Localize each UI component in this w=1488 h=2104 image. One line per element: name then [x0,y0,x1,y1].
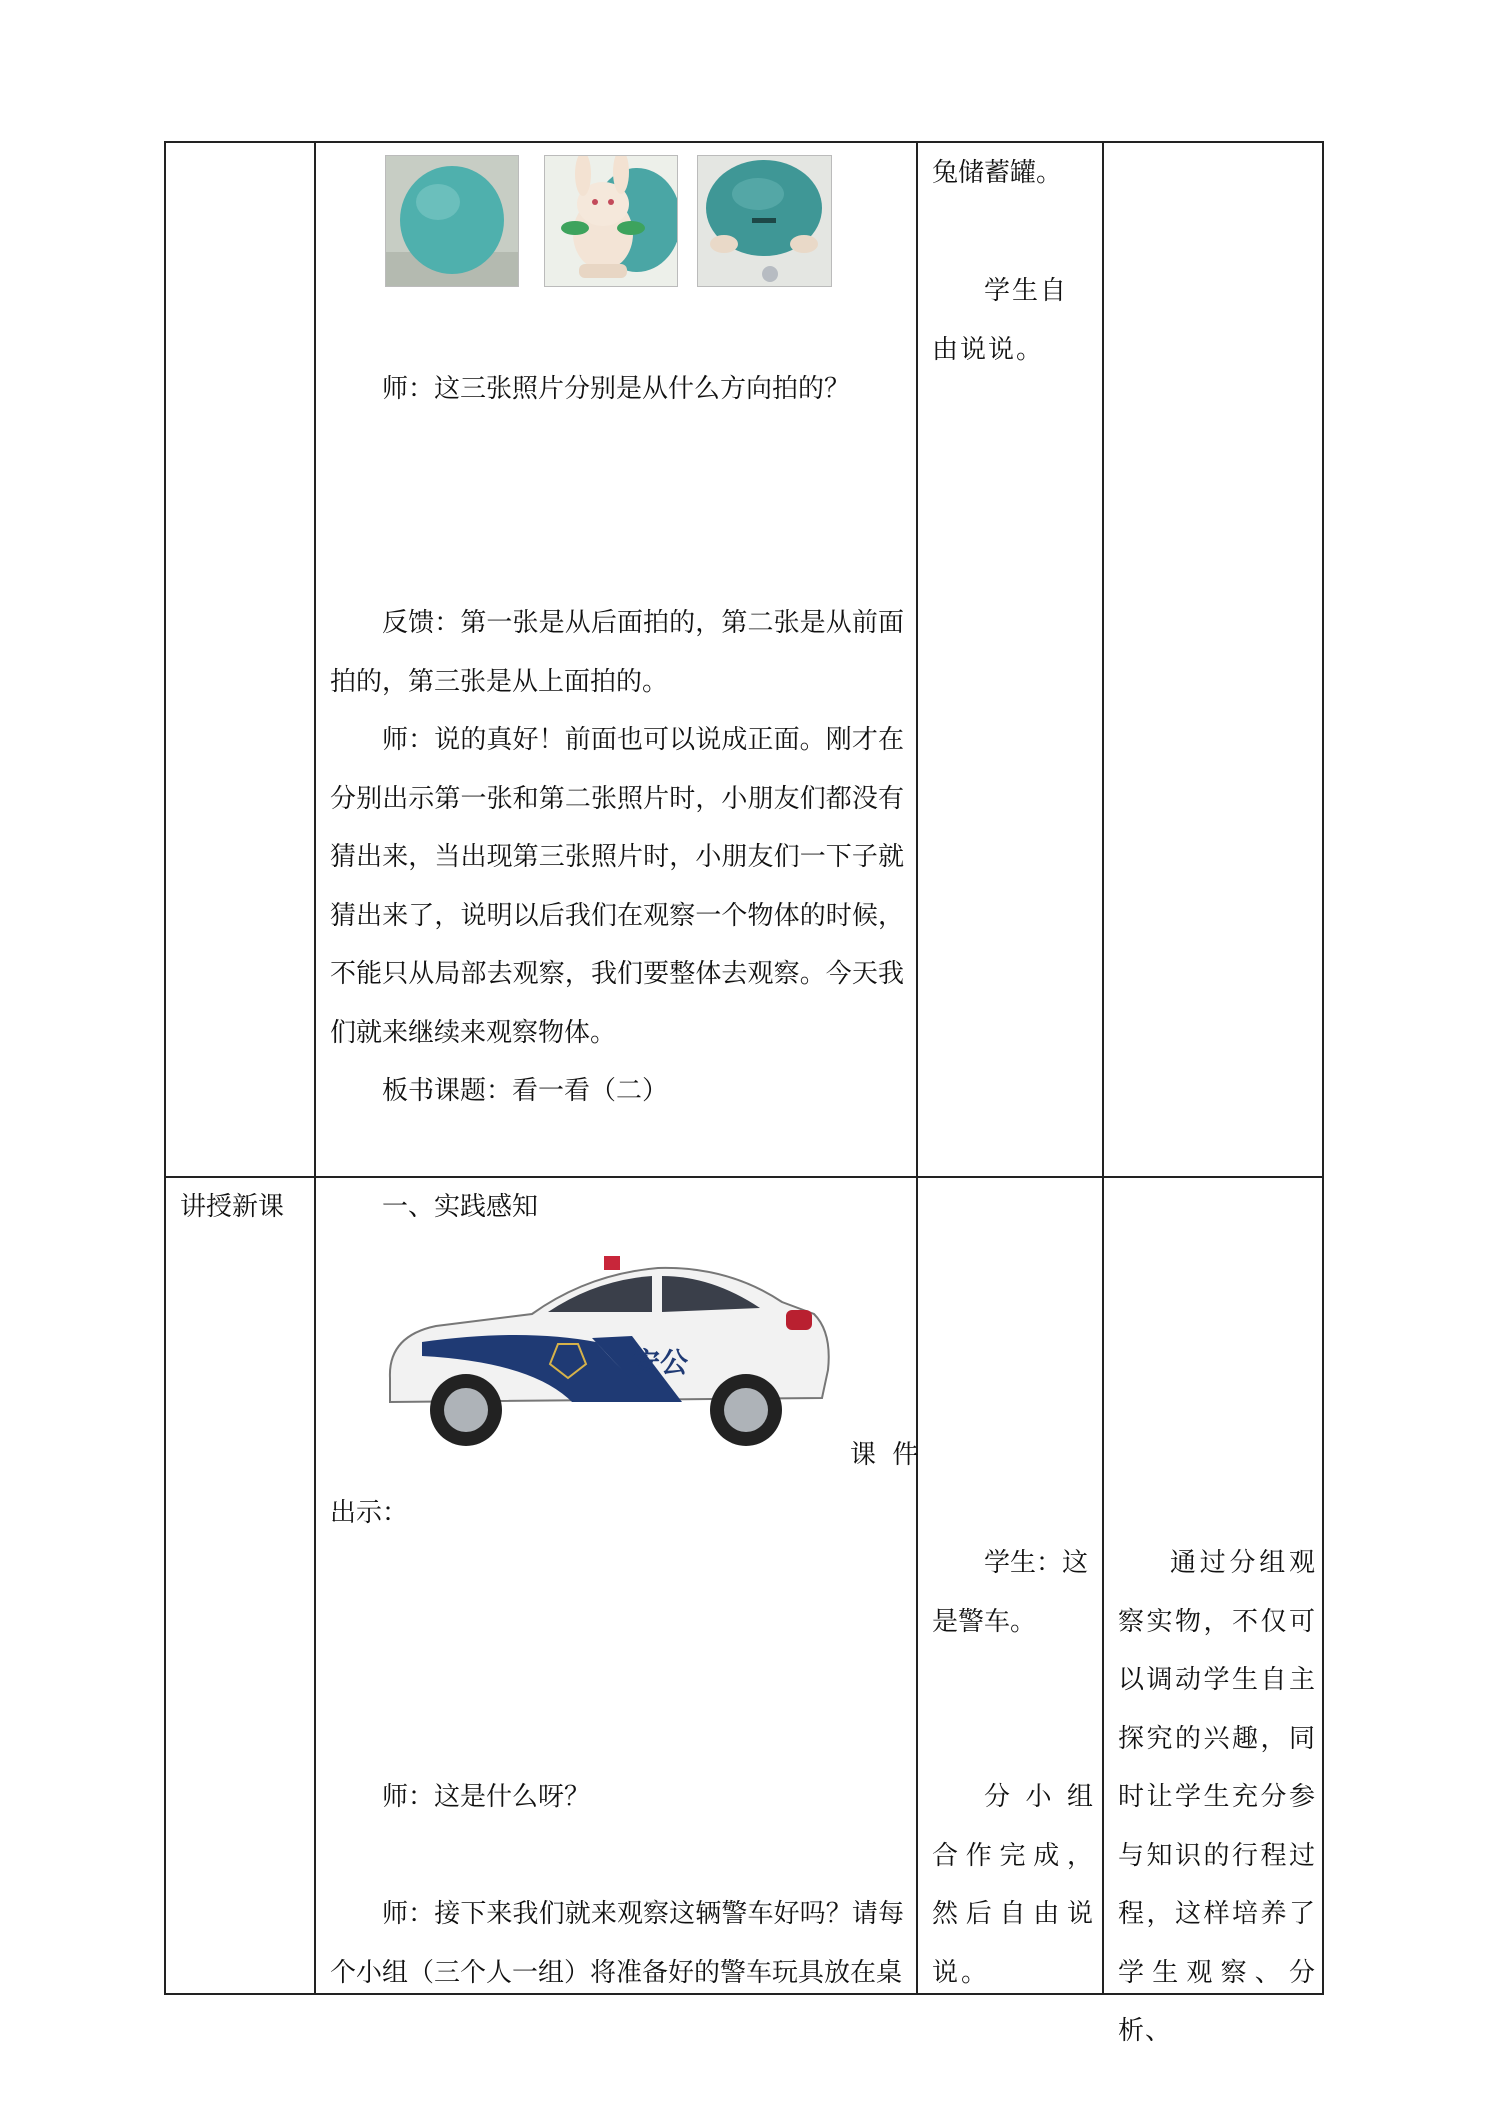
photo-top-view [697,155,832,287]
feedback-text: 反馈：第一张是从后面拍的，第二张是从前面拍的，第三张是从上面拍的。 [330,608,904,697]
teacher-instruction-text: 师：接下来我们就来观察这辆警车好吗？请每个小组（三个人一组）将准备好的警车玩具放在桌 [330,1899,904,1988]
column-divider-3 [1102,141,1104,1995]
teacher-question-2: 师：这是什么呀？ [382,1782,591,1812]
student-text: 兔储蓄罐。 [932,158,1063,188]
svg-text:安公: 安公 [632,1347,689,1378]
column-divider-1 [314,141,316,1995]
teacher-instruction [330,1885,904,2002]
stage-label: 讲授新课 [180,1192,285,1222]
teacher-question: 师：这三张照片分别是从什么方向拍的？ [382,374,851,404]
design-intent [1118,1534,1316,2061]
courseware-label-b: 出示： [330,1498,409,1528]
student-activity-1 [932,144,1096,203]
table-right-border [1322,141,1324,1995]
student-answer-2 [932,1768,1096,2002]
table-left-border [164,141,166,1995]
section-heading: 一、实践感知 [382,1192,539,1222]
design-intent-text: 通过分组观察实物，不仅可以调动学生自主探究的兴趣，同时让学生充分参与知识的行程过程，这样培养了学生观察、分析、 [1118,1548,1316,2046]
column-divider-2 [916,141,918,1995]
photo-back-view [385,155,519,287]
student-answer-1 [932,1534,1096,1651]
police-car-image [382,1252,838,1456]
student-activity-2 [932,262,1094,379]
teaching-paragraphs [330,594,904,1121]
row-divider [164,1176,1324,1178]
courseware-label-a: 课 件 [850,1440,923,1470]
student-text: 分小组合作完成，然后自由说说。 [932,1782,1096,1988]
teacher-remark-text: 师：说的真好！前面也可以说成正面。刚才在分别出示第一张和第二张照片时，小朋友们都没有猜出来，当出现第三张照片时，小朋友们一下子就猜出来了，说明以后我们在观察一个物体的时候，不能只从局部去观察，我们要整体去观察。今天我们就来继续来观察物体。 [330,725,904,1048]
student-text: 学生：这是警车。 [932,1548,1089,1637]
table-top-border [164,141,1324,143]
board-title-text: 板书课题：看一看（二） [382,1076,669,1106]
student-text: 学生自由说说。 [932,276,1069,365]
photo-front-view [544,155,678,287]
